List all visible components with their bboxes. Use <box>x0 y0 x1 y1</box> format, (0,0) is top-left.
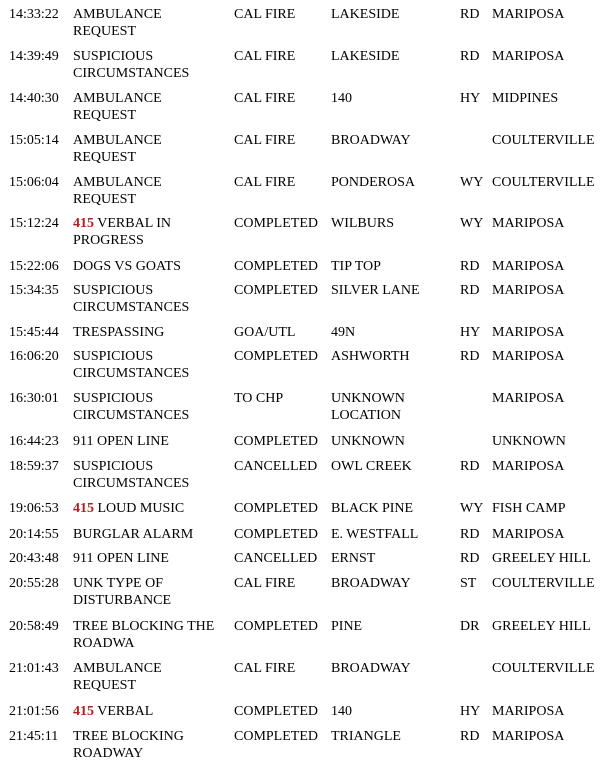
call-type <box>73 258 228 275</box>
street: ERNST <box>331 551 376 566</box>
call-time: 18:59:37 <box>9 459 59 474</box>
street-suffix: RD <box>460 259 480 274</box>
call-description: AMBULANCE REQUEST <box>73 7 162 39</box>
city: MARIPOSA <box>492 259 565 274</box>
call-description: SUSPICIOUS CIRCUMSTANCES <box>73 283 190 315</box>
call-type <box>73 324 228 341</box>
street-suffix: RD <box>460 349 480 364</box>
call-time: 21:45:11 <box>9 729 59 744</box>
city: FISH CAMP <box>492 501 566 516</box>
city: MARIPOSA <box>492 7 565 22</box>
city: MARIPOSA <box>492 729 565 744</box>
disposition: TO CHP <box>234 391 284 406</box>
street-suffix: WY <box>460 501 484 516</box>
disposition: COMPLETED <box>234 729 318 744</box>
street-suffix: RD <box>460 551 480 566</box>
call-time: 20:43:48 <box>9 551 59 566</box>
call-description: AMBULANCE REQUEST <box>73 175 162 207</box>
disposition: CAL FIRE <box>234 49 296 64</box>
disposition: COMPLETED <box>234 619 318 634</box>
call-description: TREE BLOCKING THE ROADWA <box>73 619 215 651</box>
call-description: VERBAL <box>94 704 154 719</box>
city: COULTERVILLE <box>492 661 595 676</box>
street-suffix: RD <box>460 729 480 744</box>
call-time: 16:30:01 <box>9 391 59 406</box>
call-description: TREE BLOCKING ROADWAY <box>73 729 184 761</box>
call-type <box>73 618 228 652</box>
street: UNKNOWN LOCATION <box>331 391 405 423</box>
call-description: DOGS VS GOATS <box>73 259 181 274</box>
street-suffix: HY <box>460 91 481 106</box>
disposition: CAL FIRE <box>234 576 296 591</box>
street: LAKESIDE <box>331 49 400 64</box>
call-type <box>73 6 228 40</box>
disposition: COMPLETED <box>234 501 318 516</box>
call-description: 911 OPEN LINE <box>73 551 169 566</box>
street: 140 <box>331 704 352 719</box>
call-time: 15:45:44 <box>9 325 59 340</box>
city: MARIPOSA <box>492 216 565 231</box>
street: TRIANGLE <box>331 729 401 744</box>
call-type <box>73 282 228 316</box>
penal-code: 415 <box>73 704 94 719</box>
call-description: SUSPICIOUS CIRCUMSTANCES <box>73 391 190 423</box>
call-time: 15:22:06 <box>9 259 59 274</box>
street: SILVER LANE <box>331 283 420 298</box>
city: MARIPOSA <box>492 704 565 719</box>
call-time: 20:14:55 <box>9 527 59 542</box>
city: MARIPOSA <box>492 283 565 298</box>
call-time: 14:33:22 <box>9 7 59 22</box>
call-type <box>73 174 228 208</box>
street-suffix: RD <box>460 7 480 22</box>
call-type <box>73 550 228 567</box>
call-time: 15:12:24 <box>9 216 59 231</box>
call-description: AMBULANCE REQUEST <box>73 133 162 165</box>
call-time: 15:05:14 <box>9 133 59 148</box>
street: OWL CREEK <box>331 459 412 474</box>
city: MARIPOSA <box>492 325 565 340</box>
city: COULTERVILLE <box>492 576 595 591</box>
city: GREELEY HILL <box>492 619 591 634</box>
penal-code: 415 <box>73 216 94 231</box>
call-time: 16:06:20 <box>9 349 59 364</box>
call-description: AMBULANCE REQUEST <box>73 661 162 693</box>
disposition: CANCELLED <box>234 459 318 474</box>
call-type <box>73 660 228 694</box>
disposition: CAL FIRE <box>234 661 296 676</box>
disposition: COMPLETED <box>234 527 318 542</box>
disposition: CAL FIRE <box>234 91 296 106</box>
call-time: 19:06:53 <box>9 501 59 516</box>
call-type <box>73 500 228 517</box>
street-suffix: HY <box>460 704 481 719</box>
street-suffix: RD <box>460 459 480 474</box>
street-suffix: RD <box>460 49 480 64</box>
call-time: 14:39:49 <box>9 49 59 64</box>
call-time: 21:01:43 <box>9 661 59 676</box>
disposition: COMPLETED <box>234 434 318 449</box>
call-type <box>73 348 228 382</box>
city: MARIPOSA <box>492 349 565 364</box>
call-description: SUSPICIOUS CIRCUMSTANCES <box>73 459 190 491</box>
street: BROADWAY <box>331 576 411 591</box>
disposition: CAL FIRE <box>234 7 296 22</box>
street-suffix: ST <box>460 576 477 591</box>
city: GREELEY HILL <box>492 551 591 566</box>
call-time: 15:34:35 <box>9 283 59 298</box>
street: UNKNOWN <box>331 434 405 449</box>
street: ASHWORTH <box>331 349 410 364</box>
call-type <box>73 458 228 492</box>
call-time: 16:44:23 <box>9 434 59 449</box>
disposition: COMPLETED <box>234 259 318 274</box>
call-type <box>73 390 228 424</box>
call-type <box>73 48 228 82</box>
penal-code: 415 <box>73 501 94 516</box>
call-description: 911 OPEN LINE <box>73 434 169 449</box>
call-description: SUSPICIOUS CIRCUMSTANCES <box>73 49 190 81</box>
street: 49N <box>331 325 356 340</box>
street: WILBURS <box>331 216 394 231</box>
disposition: CAL FIRE <box>234 175 296 190</box>
call-type <box>73 132 228 166</box>
disposition: COMPLETED <box>234 349 318 364</box>
call-description: AMBULANCE REQUEST <box>73 91 162 123</box>
street: PINE <box>331 619 363 634</box>
disposition: CAL FIRE <box>234 133 296 148</box>
city: MARIPOSA <box>492 391 565 406</box>
street-suffix: WY <box>460 216 484 231</box>
street: TIP TOP <box>331 259 381 274</box>
street-suffix: RD <box>460 283 480 298</box>
call-type <box>73 90 228 124</box>
call-description: SUSPICIOUS CIRCUMSTANCES <box>73 349 190 381</box>
call-time: 15:06:04 <box>9 175 59 190</box>
city: UNKNOWN <box>492 434 566 449</box>
street: 140 <box>331 91 352 106</box>
disposition: GOA/UTL <box>234 325 296 340</box>
city: MARIPOSA <box>492 459 565 474</box>
street-suffix: DR <box>460 619 480 634</box>
call-time: 20:58:49 <box>9 619 59 634</box>
street: BROADWAY <box>331 133 411 148</box>
disposition: COMPLETED <box>234 283 318 298</box>
call-description: VERBAL IN PROGRESS <box>73 216 171 248</box>
street: BROADWAY <box>331 661 411 676</box>
street: LAKESIDE <box>331 7 400 22</box>
street-suffix: RD <box>460 527 480 542</box>
call-description: TRESPASSING <box>73 325 165 340</box>
city: MARIPOSA <box>492 49 565 64</box>
call-type <box>73 215 228 249</box>
call-type <box>73 703 228 720</box>
city: MIDPINES <box>492 91 559 106</box>
street-suffix: WY <box>460 175 484 190</box>
street: BLACK PINE <box>331 501 414 516</box>
call-time: 14:40:30 <box>9 91 59 106</box>
call-type <box>73 433 228 450</box>
street-suffix: HY <box>460 325 481 340</box>
city: COULTERVILLE <box>492 175 595 190</box>
call-description: UNK TYPE OF DISTURBANCE <box>73 576 172 608</box>
call-time: 20:55:28 <box>9 576 59 591</box>
call-type <box>73 526 228 543</box>
call-type <box>73 575 228 609</box>
disposition: COMPLETED <box>234 216 318 231</box>
call-description: BURGLAR ALARM <box>73 527 194 542</box>
disposition: CANCELLED <box>234 551 318 566</box>
disposition: COMPLETED <box>234 704 318 719</box>
street: E. WESTFALL <box>331 527 419 542</box>
street: PONDEROSA <box>331 175 416 190</box>
city: COULTERVILLE <box>492 133 595 148</box>
call-time: 21:01:56 <box>9 704 59 719</box>
call-description: LOUD MUSIC <box>94 501 185 516</box>
city: MARIPOSA <box>492 527 565 542</box>
call-type <box>73 728 228 762</box>
